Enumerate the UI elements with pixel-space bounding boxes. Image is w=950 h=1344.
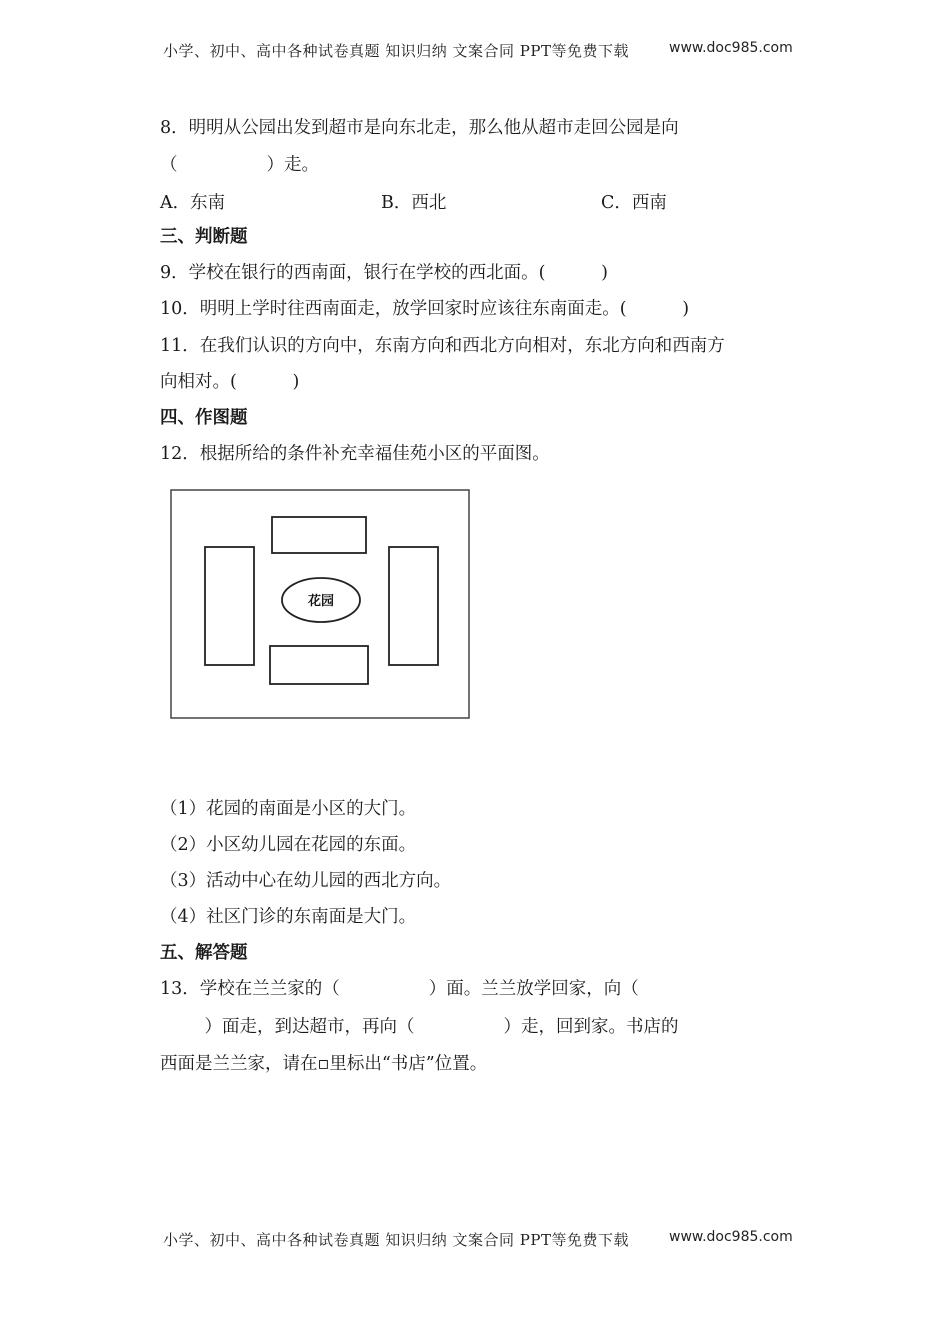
building-south — [270, 646, 368, 684]
q12-condition-2: （2）小区幼儿园在花园的东面。 — [160, 835, 417, 855]
community-plan-diagram — [170, 489, 472, 721]
section-4-heading: 四、作图题 — [160, 408, 248, 428]
q8-line2: （ ）走。 — [160, 155, 320, 175]
building-north — [272, 517, 366, 553]
garden-label: 花园 — [307, 594, 335, 609]
building-east — [389, 547, 438, 665]
q13-line2: ）面走，到达超市，再向（ ）走，回到家。书店的 — [160, 1017, 679, 1037]
q12-condition-4: （4）社区门诊的东南面是大门。 — [160, 907, 417, 927]
q8-option-c: C．西南 — [601, 193, 667, 213]
q8-option-a: A．东南 — [160, 193, 226, 213]
building-west — [205, 547, 254, 665]
footer-website[interactable]: www.doc985.com — [669, 1229, 793, 1245]
section-3-heading: 三、判断题 — [160, 227, 248, 247]
q11-line2: 向相对。( ) — [160, 372, 300, 392]
q8-option-b: B．西北 — [381, 193, 447, 213]
header-website[interactable]: www.doc985.com — [669, 40, 793, 56]
section-5-heading: 五、解答题 — [160, 943, 248, 963]
header-left-text: 小学、初中、高中各种试卷真题 知识归纳 文案合同 PPT等免费下载 — [163, 42, 629, 60]
q9-text: 9．学校在银行的西南面，银行在学校的西北面。( ) — [160, 263, 608, 283]
q13-line1: 13．学校在兰兰家的（ ）面。兰兰放学回家，向（ — [160, 979, 639, 999]
q12-condition-1: （1）花园的南面是小区的大门。 — [160, 799, 417, 819]
q13-line3: 西面是兰兰家，请在▫里标出“书店”位置。 — [160, 1054, 488, 1074]
q12-condition-3: （3）活动中心在幼儿园的西北方向。 — [160, 871, 452, 891]
footer-left-text: 小学、初中、高中各种试卷真题 知识归纳 文案合同 PPT等免费下载 — [163, 1231, 629, 1249]
q12-title: 12．根据所给的条件补充幸福佳苑小区的平面图。 — [160, 444, 550, 464]
q11-line1: 11．在我们认识的方向中，东南方向和西北方向相对，东北方向和西南方 — [160, 336, 725, 356]
q10-text: 10．明明上学时往西南面走，放学回家时应该往东南面走。( ) — [160, 299, 690, 319]
q8-line1: 8．明明从公园出发到超市是向东北走，那么他从超市走回公园是向 — [160, 118, 679, 138]
